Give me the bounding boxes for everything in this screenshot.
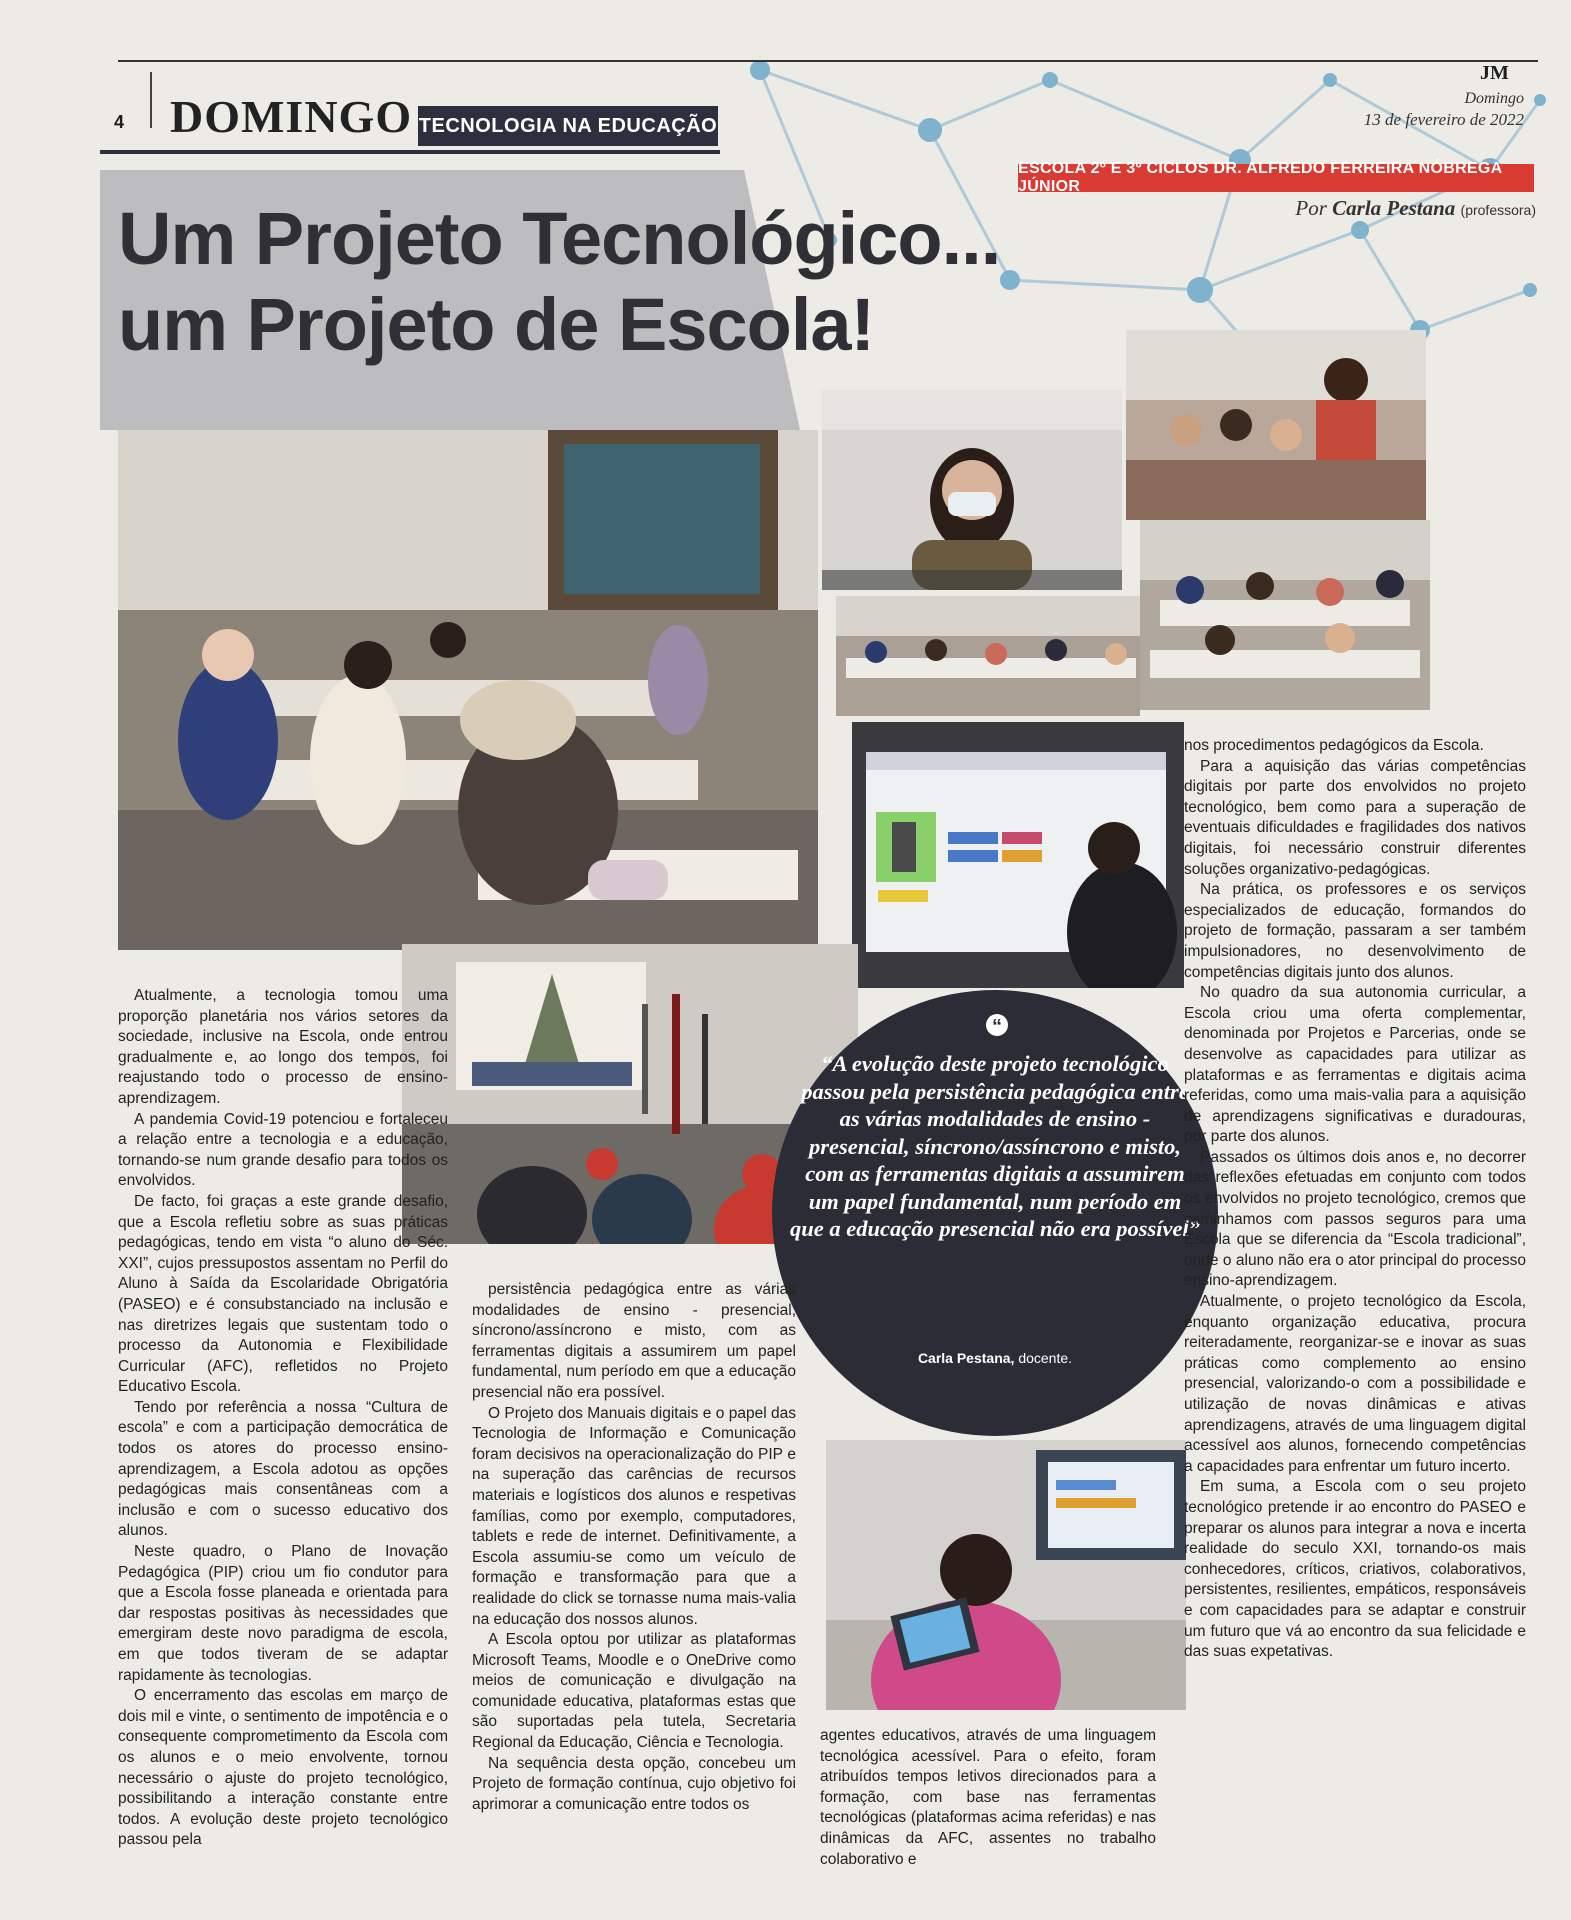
pull-quote-author: Carla Pestana, (917, 1350, 1015, 1366)
school-banner: ESCOLA 2º E 3º CICLOS DR. ALFREDO FERREIRA NÓBREGA JÚNIOR (1018, 164, 1534, 192)
article-column-1 (118, 986, 448, 1851)
publication-logo: JM (1480, 62, 1509, 84)
byline-prefix: Por (1295, 196, 1327, 220)
pull-quote-attribution (790, 1350, 1200, 1366)
paragraph: A pandemia Covid-19 potenciou e fortaleceu a relação entre a tecnologia e a educação, tornando-se num grande desafio para todos os envolvidos. (118, 1110, 448, 1190)
photo-video-call-class (1126, 330, 1426, 520)
tag-underline (100, 150, 720, 154)
quote-icon: “ (986, 1014, 1008, 1036)
paragraph: De facto, foi graças a este grande desafio, que a Escola refletiu sobre as suas práticas pedagógicas, tendo em vista “o aluno do Séc. XXI”, cujos pressupostos assentam no Perfil do Aluno à Saída da Escolaridade Obrigatória (PASEO) e é consubstanciado na inclusão e nas diretrizes legais que sustentam todo o processo da Autonomia e Flexibilidade Curricular (AFC), refletidos no Projeto Educativo Escola. (118, 1192, 448, 1396)
photo-video-call-teacher (822, 390, 1122, 590)
byline (1160, 196, 1536, 221)
headline-line-2: um Projeto de Escola! (118, 283, 875, 366)
article-column-2 (472, 1280, 796, 1815)
photo-classroom-2 (1140, 520, 1430, 710)
byline-role: (professora) (1460, 202, 1536, 218)
paragraph: O Projeto dos Manuais digitais e o papel das Tecnologia de Informação e Comunicação foram decisivos na operacionalização do PIP e na superação das carências de recursos materiais e logísticos dos alunos e respetivas famílias, como por exemplo, computadores, tablets e rede de internet. Definitivamente, a Escola assumiu-se como um veículo de formação e transformação para que a realidade do click se tornasse numa mais-valia na educação dos nossos alunos. (472, 1404, 796, 1628)
paragraph: No quadro da sua autonomia curricular, a Escola criou uma oferta complementar, denominada por Projetos e Parcerias, onde se desenvolve as capacidades para utilizar as plataformas e as ferramentas e digitais acima referidas, como uma mais-valia para a aquisição de aprendizagens significativas e duradouras, por parte dos alunos. (1184, 984, 1526, 1146)
paragraph: Na sequência desta opção, concebeu um Projeto de formação contínua, cujo objetivo foi aprimorar a comunicação entre todos os (472, 1754, 796, 1813)
paragraph: nos procedimentos pedagógicos da Escola. (1184, 737, 1484, 754)
paragraph: Atualmente, o projeto tecnológico da Escola, enquanto organização educativa, procura reiteradamente, reorganizar-se e inovar as suas práticas como complemento ao ensino presencial, valorizando-o com a possibilidade e utilização de novas dinâmicas e ativas aprendizagens, através de uma linguagem digital acessível aos alunos, fornecendo competências a capacidades para enfrentar um futuro incerto. (1184, 1293, 1526, 1475)
header-divider (150, 72, 152, 128)
section-tag: TECNOLOGIA NA EDUCAÇÃO (418, 106, 718, 146)
pull-quote-role: docente. (1018, 1350, 1073, 1366)
photo-tablet-student (826, 1440, 1186, 1710)
page-number: 4 (114, 112, 125, 132)
header-rule (118, 60, 1538, 62)
paragraph: Para a aquisição das várias competências digitais por parte dos envolvidos no projeto tecnológico, bem como para a superação de eventuais dificuldades e fragilidades dos nativos digitais, foi necessário construir diferentes soluções organizativo-pedagógicas. (1184, 757, 1526, 878)
paragraph: persistência pedagógica entre as várias modalidades de ensino - presencial, síncrono/assíncrono e misto, com as ferramentas digitais a assumirem um papel fundamental, num período em que a educação presencial não era possível. (472, 1281, 796, 1401)
headline-line-1: Um Projeto Tecnológico... (118, 197, 1001, 280)
photo-classroom-3 (836, 596, 1140, 716)
paragraph: agentes educativos, através de uma linguagem tecnológica acessível. Para o efeito, foram atribuídos tempos letivos direcionados para a formação, com base nas ferramentas tecnológicas (plataformas acima referidas) e nas dinâmicas da AFC, assentes no trabalho colaborativo e (820, 1727, 1156, 1868)
paragraph: O encerramento das escolas em março de dois mil e vinte, o sentimento de impotência e o consequente comprometimento da Escola com os alunos e o meio envolvente, tornou necessário o ajuste do projeto tecnológico, possibilitando a interação constante entre todos. A evolução deste projeto tecnológico passou pela (118, 1687, 448, 1849)
publication-date: 13 de fevereiro de 2022 (1363, 110, 1524, 129)
headline (118, 196, 1000, 368)
paragraph: Tendo por referência a nossa “Cultura de escola” e com a participação democrática de todos os atores do processo ensino-aprendizagem, a Escola adotou as opções pedagógicas mais consentâneas com a inclusão e com o sucesso educativo dos alunos. (118, 1398, 448, 1540)
paragraph: A Escola optou por utilizar as plataformas Microsoft Teams, Moodle e o OneDrive como meios de comunicação e divulgação na comunidade educativa, plataformas estas que são suportadas pela tutela, Secretaria Regional da Educação, Ciência e Tecnologia. (472, 1631, 796, 1752)
paragraph: Na prática, os professores e os serviços especializados de educação, formandos do projeto de formação, passaram a ser também impulsionadores, no desenvolvimento de competências digitais junto dos alunos. (1184, 881, 1526, 981)
paragraph: Passados os últimos dois anos e, no decorrer das reflexões efetuadas em conjunto com todos os envolvidos no projeto tecnológico, cremos que caminhamos com passos seguros para uma Escola que se diferencia da “Escola tradicional”, onde o aluno não era o ator principal do processo ensino-aprendizagem. (1184, 1148, 1526, 1290)
paragraph: Atualmente, a tecnologia tomou uma proporção planetária nos vários setores da sociedade, inclusive na Escola, onde entrou gradualmente e, ao longo dos tempos, foi reajustando todo o processo de ensino-aprendizagem. (118, 987, 448, 1107)
paragraph: Em suma, a Escola com o seu projeto tecnológico pretende ir ao encontro do PASEO e preparar os alunos para integrar a nova e incerta realidade do seculo XXI, tornando-os mais conhecedores, críticos, criativos, colaborativos, persistentes, resilientes, empáticos, responsáveis e com capacidades para se adaptar e construir um futuro que vá ao encontro da sua felicidade e das suas expetativas. (1184, 1478, 1526, 1661)
section-title: DOMINGO (170, 91, 413, 142)
paragraph: Neste quadro, o Plano de Inovação Pedagógica (PIP) criou um fio condutor para que a Escola fosse planeada e orientada para dar respostas positivas às necessidades que emergiram deste novo paradigma de escola, em que todos tiveram de se adaptar rapidamente às tecnologias. (118, 1543, 448, 1684)
photo-classroom (118, 430, 818, 950)
article-column-3 (820, 1726, 1156, 1870)
article-column-4 (1184, 736, 1526, 1663)
publication-day: Domingo (1464, 90, 1524, 107)
byline-author: Carla Pestana (1332, 196, 1456, 220)
pull-quote-text: “A evolução deste projeto tecnológico passou pela persistência pedagógica entre as várias modalidades de ensino - presencial, síncrono/assíncrono e misto, com as ferramentas digitais a assumirem um papel fundamental, num período em que a educação presencial não era possível” (790, 1051, 1200, 1241)
photo-interactive-board (852, 722, 1184, 988)
